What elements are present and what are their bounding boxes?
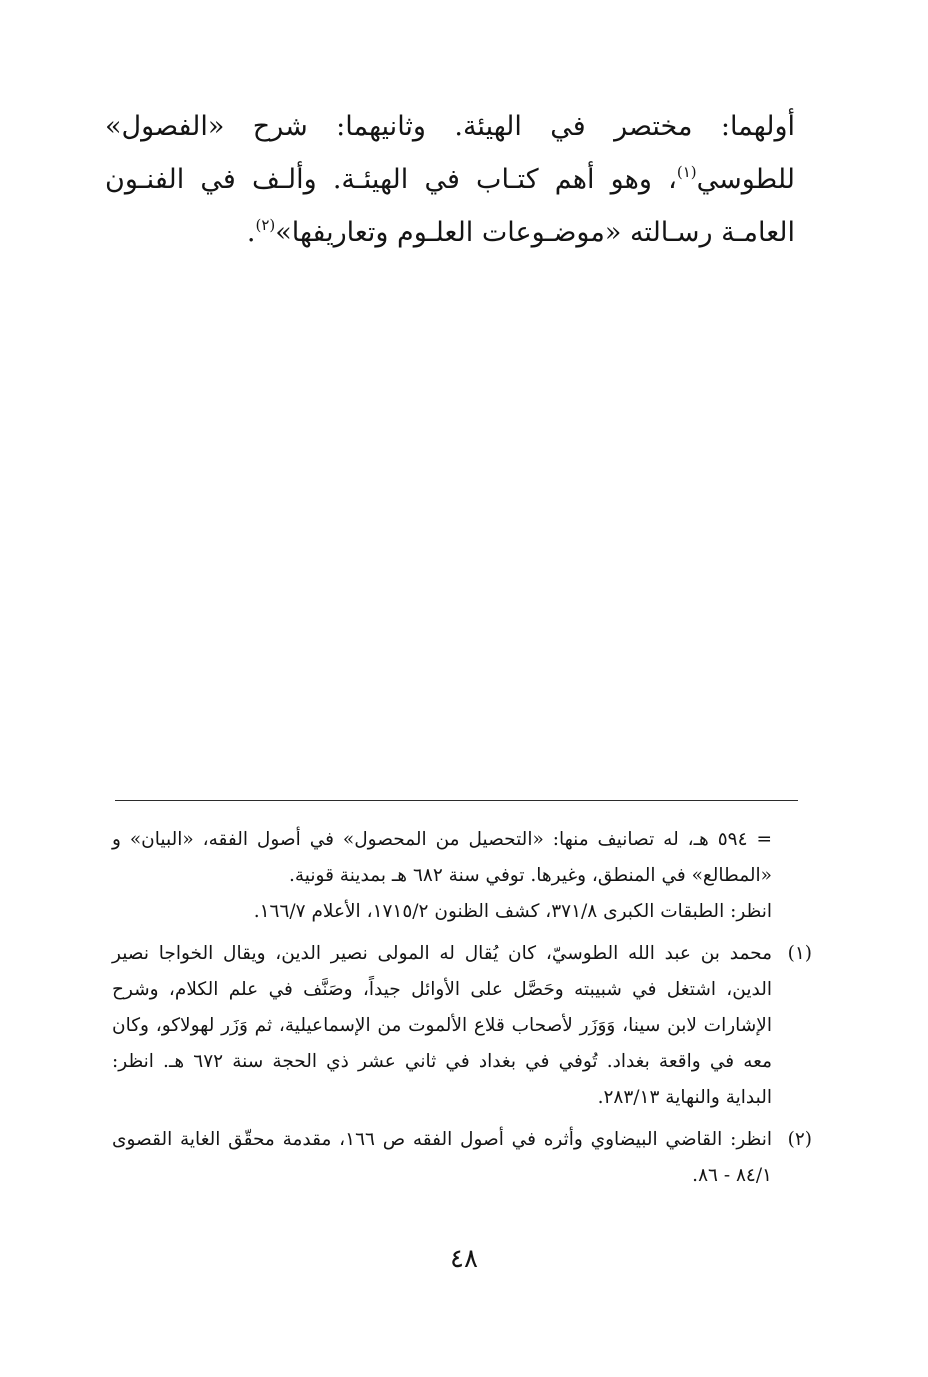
footnote-2-number: (٢) — [787, 1129, 812, 1150]
footnote-1-text: محمد بن عبد الله الطوسيّ، كان يُقال له المولى نصير الدين، ويقال الخواجا نصير الدين، اشتغل في شبيبته وحَصَّل على الأوائل جيداً، وصَنَّف في علم الكلام، وشرح الإشارات لابن سينا، وَوَزَر لأصحاب قلاع الألموت من الإسماعيلية، ثم وَزَر لهولاكو، وكان معه في واقعة بغداد. تُوفي في بغداد في ثاني عشر ذي الحجة سنة ٦٧٢ هـ. انظر: البداية والنهاية ٢٨٣/١٣. — [112, 943, 772, 1108]
footnote-continuation-source: انظر: الطبقات الكبرى ٣٧١/٨، كشف الظنون ١٧١٥/٢، الأعلام ١٦٦/٧. — [253, 901, 772, 922]
footnote-separator — [115, 800, 798, 801]
main-text-part3: . — [246, 217, 256, 248]
main-text-part1: أولهما: مختصر في الهيئة. وثانيهما: شرح «الفصول» للطوسي — [105, 111, 795, 195]
main-paragraph — [105, 100, 795, 259]
main-text — [105, 100, 795, 259]
footnote-ref-1: (١) — [676, 163, 697, 181]
footnote-1 — [112, 936, 812, 1116]
footnote-ref-2: (٢) — [255, 216, 276, 234]
footnote-2-text: انظر: القاضي البيضاوي وأثره في أصول الفقه ص ١٦٦، مقدمة محقّق الغاية القصوى ٨٤/١ - ٨٦. — [112, 1129, 772, 1186]
footnote-continuation — [112, 822, 812, 930]
page-number: ٤٨ — [450, 1244, 478, 1274]
footnotes — [112, 822, 812, 1194]
footnote-continuation-text: = ٥٩٤ هـ، له تصانيف منها: «التحصيل من المحصول» في أصول الفقه، «البيان» و «المطالع» في المنطق، وغيرها. توفي سنة ٦٨٢ هـ بمدينة قونية. — [112, 829, 772, 886]
footnote-1-number: (١) — [787, 943, 812, 964]
footnote-2 — [112, 1122, 812, 1194]
main-text-part2: ، وهو أهم كتـاب في الهيئـة. وألـف في الفنـون العامـة رسـالته «موضـوعات العلـوم وتعاريفها» — [105, 164, 795, 248]
